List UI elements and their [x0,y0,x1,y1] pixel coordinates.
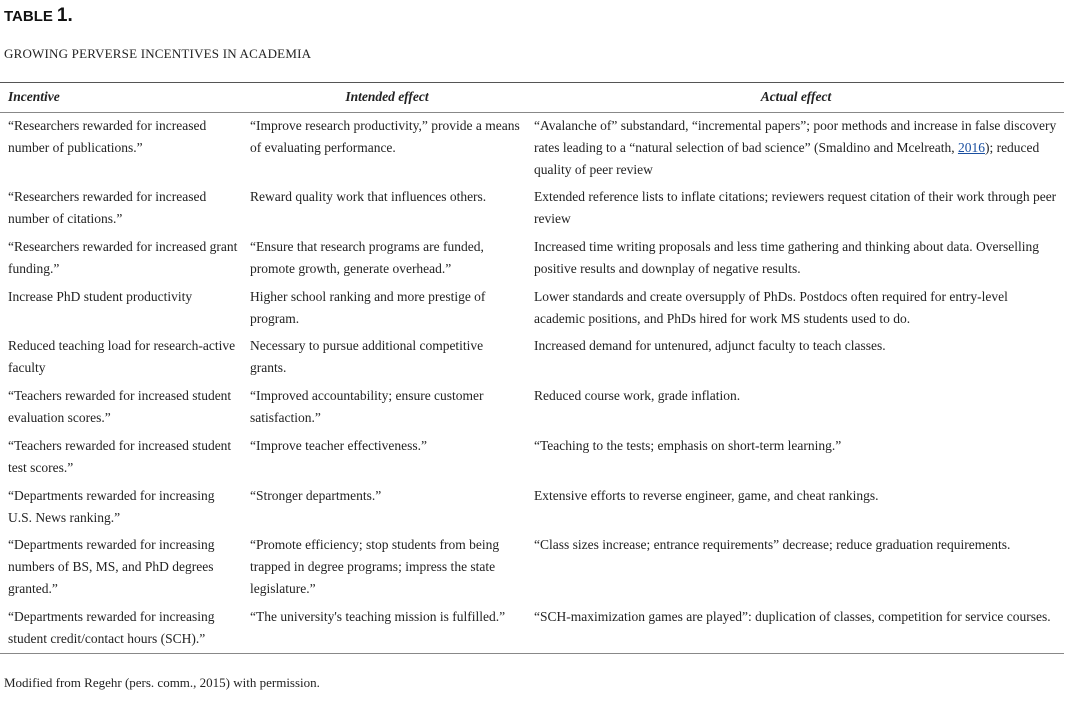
citation-link[interactable]: 2016 [957,140,985,156]
incentive-cell [8,435,244,479]
cell-line: “Teaching to the tests; emphasis on short-term learning.” [534,438,842,453]
cell-line: academic positions, and PhDs hired for work MS students used to do. [534,311,911,327]
cell-line: “Researchers rewarded for increased [8,118,207,133]
cell-line: Higher school ranking and more prestige of [250,289,486,304]
cell-text: ); reduced [984,140,1040,156]
cell-line: “Departments rewarded for increasing [8,488,215,503]
cell-line: granted.” [8,581,58,597]
cell-line: positive results and downplay of negative results. [534,261,801,277]
actual-effect-cell [534,534,1064,556]
actual-effect-cell [534,286,1064,330]
cell-line: “Researchers rewarded for increased grant [8,239,238,254]
cell-line: Reduced teaching load for research-active [8,338,236,353]
cell-line: “Class sizes increase; entrance requirements” decrease; reduce graduation requirements. [534,537,1011,552]
intended-effect-cell [250,606,526,628]
incentive-cell [8,534,244,601]
cell-line: “Departments rewarded for increasing [8,609,215,624]
cell-line: promote growth, generate overhead.” [250,261,452,277]
cell-line: numbers of BS, MS, and PhD degrees [8,559,214,575]
incentive-cell [8,335,244,379]
cell-line: test scores.” [8,460,74,476]
cell-line: “SCH-maximization games are played”: duplication of classes, competition for service courses. [534,609,1051,624]
cell-line: grants. [250,360,287,376]
table-footnote: Modified from Regehr (pers. comm., 2015) with permission. [4,675,320,690]
cell-line: Lower standards and create oversupply of PhDs. Postdocs often required for entry-level [534,289,1008,304]
table-bottom-rule [0,653,1064,654]
cell-line: Increase PhD student productivity [8,289,193,304]
cell-line: faculty [8,360,46,376]
cell-line: Reduced course work, grade inflation. [534,388,741,403]
intended-effect-cell [250,236,526,280]
cell-line: “The university's teaching mission is fulfilled.” [250,609,506,624]
cell-line: “Researchers rewarded for increased [8,189,207,204]
cell-line: number of publications.” [8,140,143,156]
cell-line: Extended reference lists to inflate citations; reviewers request citation of their work through peer [534,189,1057,204]
intended-effect-cell [250,534,526,601]
cell-line: “Ensure that research programs are funded, [250,239,484,254]
table-caption: GROWING PERVERSE INCENTIVES IN ACADEMIA [4,46,312,61]
cell-line: “Stronger departments.” [250,488,382,503]
column-header-intended-effect: Intended effect [345,89,429,104]
actual-effect-cell [534,485,1064,507]
cell-line [534,137,1064,159]
table-header-rule [0,112,1064,113]
cell-line: review [534,211,571,227]
incentive-cell [8,236,244,280]
cell-line: “Departments rewarded for increasing [8,537,215,552]
actual-effect-cell [534,186,1064,230]
actual-effect-cell [534,385,1064,407]
cell-line: Necessary to pursue additional competitive [250,338,484,353]
cell-line: quality of peer review [534,162,653,178]
incentive-cell [8,286,244,308]
cell-line: number of citations.” [8,211,123,227]
cell-line: “Improved accountability; ensure customer [250,388,484,403]
cell-line: program. [250,311,300,327]
actual-effect-cell [534,335,1064,357]
intended-effect-cell [250,286,526,330]
cell-line: Extensive efforts to reverse engineer, game, and cheat rankings. [534,488,879,503]
intended-effect-cell [250,385,526,429]
actual-effect-cell [534,115,1064,182]
cell-line: U.S. News ranking.” [8,510,121,526]
cell-line: “Improve research productivity,” provide a means [250,118,520,133]
table-label-number: 1. [56,5,73,26]
cell-line: legislature.” [250,581,316,597]
incentive-cell [8,485,244,529]
cell-line: “Teachers rewarded for increased student [8,388,232,403]
intended-effect-cell [250,485,526,507]
intended-effect-cell [250,435,526,457]
incentive-cell [8,385,244,429]
column-header-incentive: Incentive [8,89,60,104]
cell-line: “Teachers rewarded for increased student [8,438,232,453]
intended-effect-cell [250,335,526,379]
cell-line: trapped in degree programs; impress the state [250,559,496,575]
intended-effect-cell [250,186,526,208]
cell-line: “Avalanche of” substandard, “incremental papers”; poor methods and increase in false discovery [534,118,1057,133]
cell-line: funding.” [8,261,60,277]
incentive-cell [8,186,244,230]
cell-line: evaluation scores.” [8,410,111,426]
table-label [4,5,73,27]
table-top-rule [0,82,1064,83]
cell-line: Increased time writing proposals and less time gathering and thinking about data. Overselling [534,239,1039,254]
cell-line: “Promote efficiency; stop students from being [250,537,500,552]
intended-effect-cell [250,115,526,159]
cell-line: student credit/contact hours (SCH).” [8,631,206,647]
table-label-word: TABLE [4,8,53,25]
cell-line: satisfaction.” [250,410,321,426]
cell-line: Reward quality work that influences others. [250,189,487,204]
cell-text: rates leading to a “natural selection of bad science” (Smaldino and Mcelreath, [534,140,958,156]
incentive-cell [8,606,244,650]
cell-line: “Improve teacher effectiveness.” [250,438,428,453]
actual-effect-cell [534,236,1064,280]
incentive-cell [8,115,244,159]
actual-effect-cell [534,606,1064,628]
actual-effect-cell [534,435,1064,457]
cell-line: Increased demand for untenured, adjunct faculty to teach classes. [534,338,886,353]
cell-line: of evaluating performance. [250,140,396,156]
column-header-actual-effect: Actual effect [760,89,832,104]
